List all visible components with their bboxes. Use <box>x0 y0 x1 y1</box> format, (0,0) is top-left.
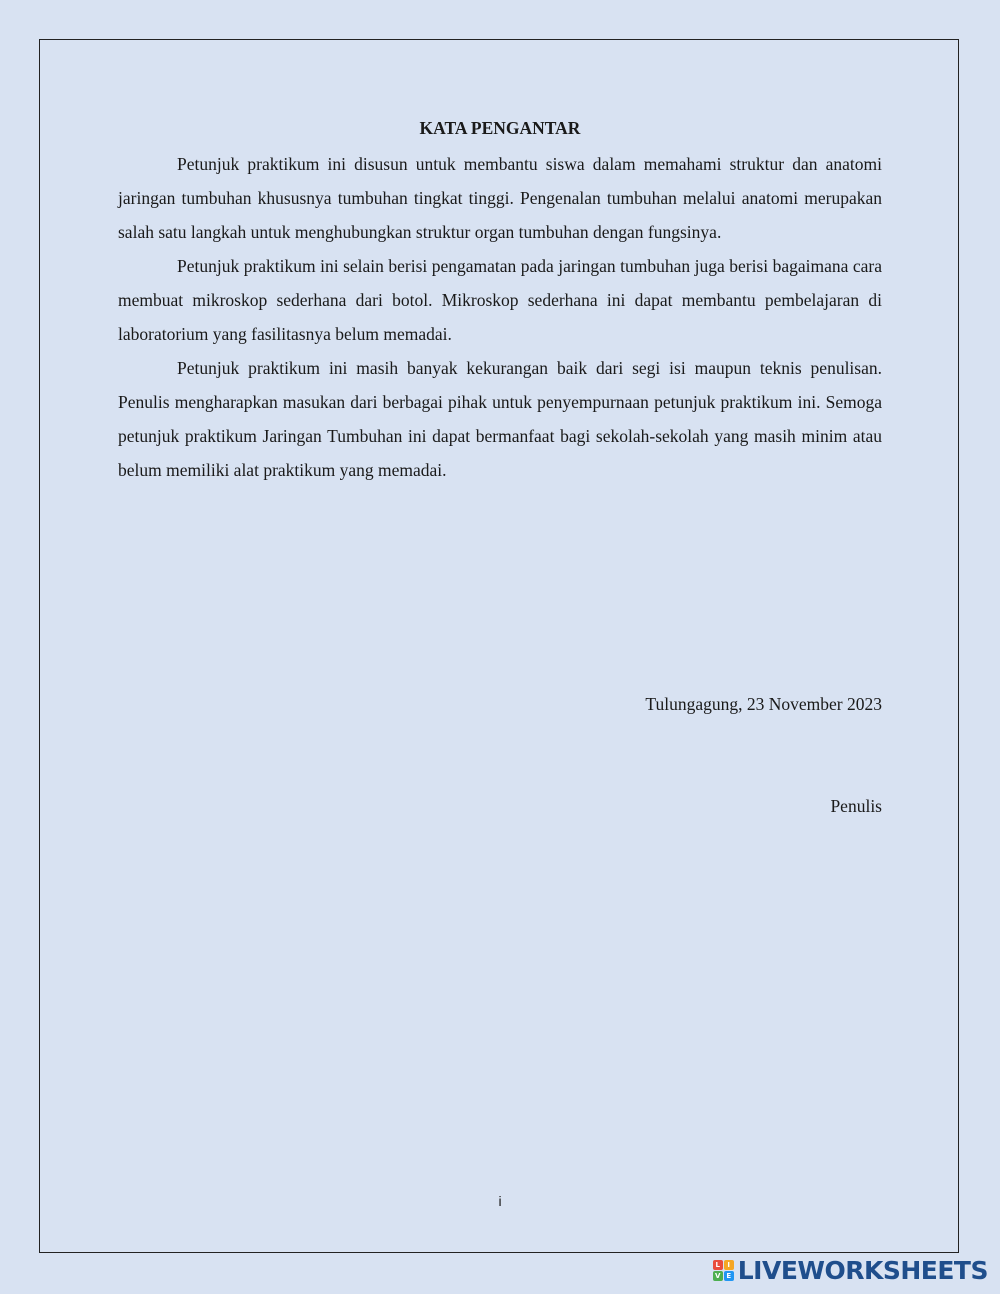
author-signature: Penulis <box>830 796 882 816</box>
logo-tile-e: E <box>724 1271 734 1281</box>
logo-tile-v: V <box>713 1271 723 1281</box>
paragraph-1: Petunjuk praktikum ini disusun untuk membantu siswa dalam memahami struktur dan anatomi jaringan tumbuhan khususnya tumbuhan tingkat tinggi. Pengenalan tumbuhan melalui anatomi merupakan salah satu langkah untuk menghubungkan struktur organ tumbuhan dengan fungsinya. <box>118 154 882 242</box>
place-and-date: Tulungagung, 23 November 2023 <box>645 694 882 714</box>
paragraph-2: Petunjuk praktikum ini selain berisi pengamatan pada jaringan tumbuhan juga berisi bagaimana cara membuat mikroskop sederhana dari botol. Mikroskop sederhana ini dapat membantu pembelajaran di laboratorium yang fasilitasnya belum memadai. <box>118 256 882 344</box>
brand-name: LIVEWORKSHEETS <box>737 1256 988 1285</box>
liveworksheets-logo-icon <box>713 1260 734 1281</box>
page-number: i <box>498 1193 502 1209</box>
liveworksheets-brand[interactable] <box>713 1256 988 1285</box>
logo-tile-l: L <box>713 1260 723 1270</box>
document-body <box>118 147 882 487</box>
paragraph-3: Petunjuk praktikum ini masih banyak kekurangan baik dari segi isi maupun teknis penulisan. Penulis mengharapkan masukan dari berbagai pihak untuk penyempurnaan petunjuk praktikum ini. Semoga petunjuk praktikum Jaringan Tumbuhan ini dapat bermanfaat bagi sekolah-sekolah yang masih minim atau belum memiliki alat praktikum yang memadai. <box>118 358 882 480</box>
page-title: KATA PENGANTAR <box>419 118 581 138</box>
logo-tile-i: I <box>724 1260 734 1270</box>
